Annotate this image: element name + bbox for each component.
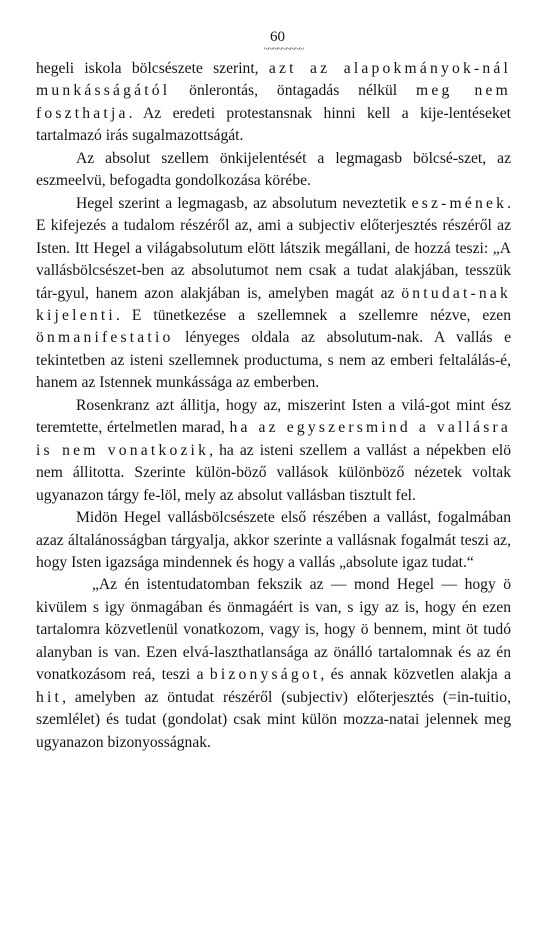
spaced-emphasis-text: önmanifestatio — [36, 329, 174, 347]
paragraph — [36, 193, 511, 395]
text-run: , ha az isteni szellem a vallást a népekben elö nem állitotta. Szerinte külön-böző vallások különböző nézetek voltak ugyanazon tárgy fe-löl, mely az absolut vallásban tisztult fel. — [36, 441, 511, 504]
text-run: önlerontás, öntagadás nélkül — [170, 82, 417, 100]
text-run: Midön Hegel vallásbölcsészete első részében a vallást, fogalmában azaz általánosságban tárgyalja, akkor szerinte a vallásnak fogalmát teszi az, hogy Isten igazsága mindennek és hogy a vallás „absolute igaz tudat.“ — [36, 509, 511, 571]
paragraph — [36, 58, 511, 148]
text-run: . Az eredeti protestansnak hinni kell a kije-lentéseket tartalmazó irás sugalmazottságát. — [36, 104, 511, 145]
text-run: „Az én istentudatomban fekszik az — mond Hegel — hogy ö kivülem s igy önmagában és önmagáért is van, s igy az is, hogy én ezen tartalomra közvetlenül vonatkozom, vagy is, hogy ö bennem, mint öt tudó alanyban is van. Ezen elvá-laszthatlansága az önálló tartalomnak és az én vonatkozásom reá, teszi a — [36, 576, 511, 684]
page-number: 60 — [270, 29, 285, 45]
text-run: Rosenkranz azt állitja, hogy az, miszerint Isten a vilá-got mint ész teremtette, értelmetlen marad, — [36, 396, 511, 437]
spaced-emphasis-text: bizonyságot — [209, 666, 321, 684]
spaced-emphasis-text: ha az egyszersmind a vallásra is nem vonatkozik — [36, 419, 511, 459]
text-run: Az absolut szellem önkijelentését a legmagasb bölcsé-szet, az eszmeelvü, befogadta gondolkozása körébe. — [36, 149, 511, 190]
spaced-emphasis-text: hit — [36, 688, 63, 706]
spaced-emphasis-text: azt az alapokmányok-nál munkásságától — [36, 60, 511, 100]
spaced-emphasis-text: meg nem foszthatja — [36, 82, 511, 122]
body-text — [36, 58, 511, 754]
text-run: , és annak közvetlen alakja a — [320, 666, 511, 684]
paragraph — [36, 574, 511, 754]
text-run: Hegel szerint a legmagasb, az absolutum neveztetik — [76, 194, 412, 212]
ornament-divider: ~~~~~~~~~ — [263, 44, 304, 55]
text-run: lényeges oldala az absolutum-nak. A vallás e tekintetben az isteni szellemnek productuma, s nem az emberi feltalálás-é, hanem az Istennek munkássága az emberben. — [36, 329, 511, 392]
document-page — [36, 28, 511, 754]
paragraph — [36, 148, 511, 193]
text-run: . E tünetkezése a szellemnek a szellemre nézve, ezen — [115, 306, 511, 324]
spaced-emphasis-text: öntudat-nak kijelenti — [36, 284, 511, 324]
paragraph — [36, 395, 511, 507]
paragraph — [36, 507, 511, 574]
text-run: . E kifejezés a tudalom részéről az, ami a subjectiv előterjesztés részéről az Isten. Itt Hegel a világabsolutum elött látszik megállani, de hozzá teszi: „A vallásbölcsészet-ben az absolutumot nem csak a tudat alakjában, tesszük tár-gyul, hanem azon alakjában is, amelyben magát az — [36, 194, 511, 302]
spaced-emphasis-text: esz-mének — [411, 194, 508, 212]
text-run: hegeli iskola bölcsészete szerint, — [36, 60, 269, 77]
text-run: , amelyben az öntudat részéről (subjectiv) előterjesztés (=in-tuitio, szemlélet) és tudat (gondolat) csak mint külön mozza-natai jelennek meg ugyanazon bizonyosságnak. — [36, 688, 511, 751]
